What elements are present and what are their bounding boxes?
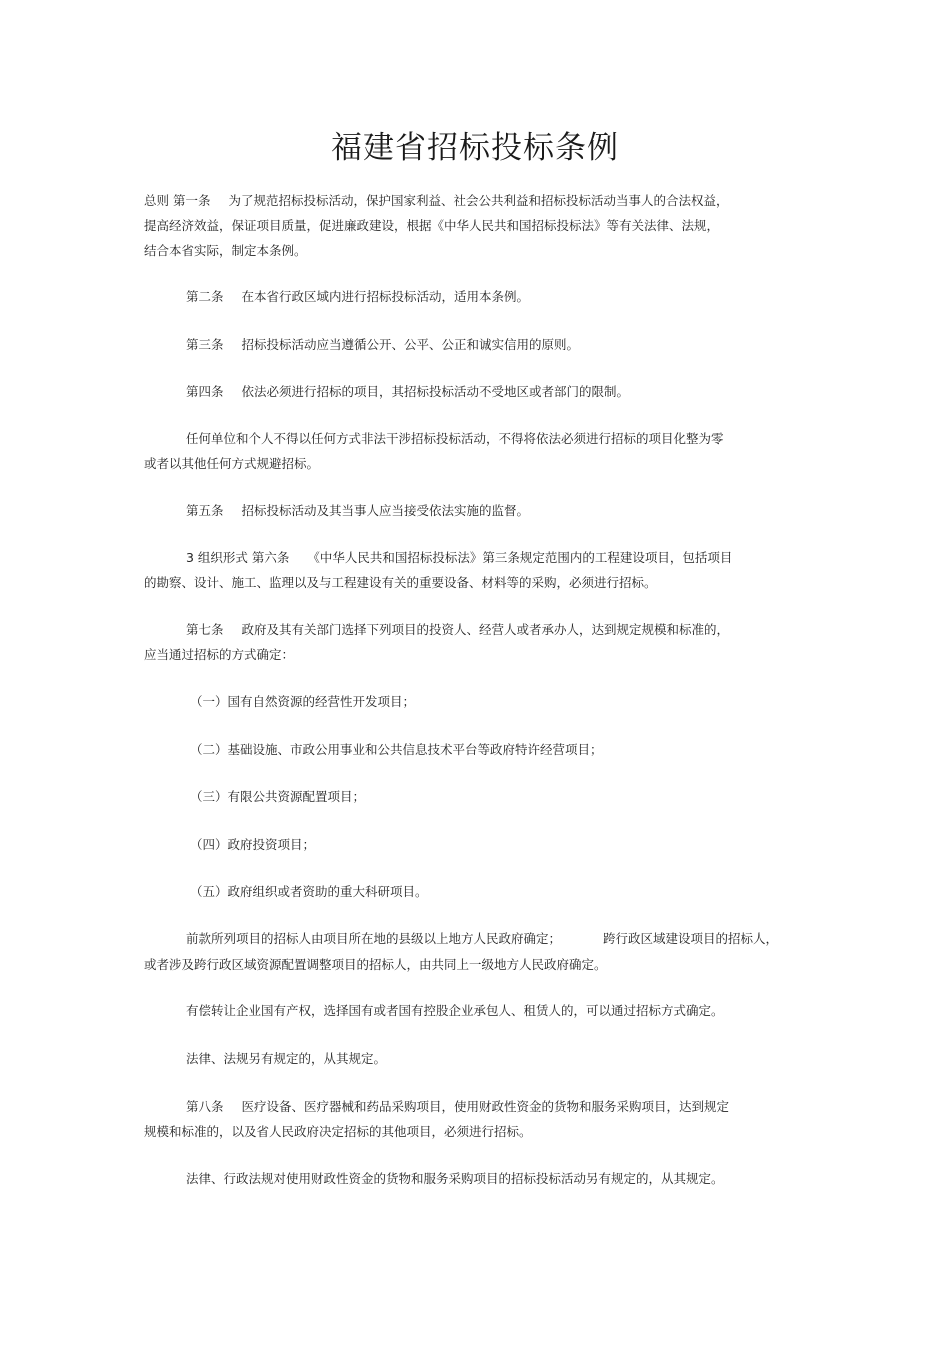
article-5 (186, 503, 529, 519)
list-item: （五）政府组织或者资助的重大科研项目。 (190, 884, 428, 899)
article-1-line-3: 结合本省实际，制定本条例。 (144, 243, 307, 258)
paragraph-c: 法律、法规另有规定的，从其规定。 (186, 1051, 387, 1066)
paragraph-a-text-1: 前款所列项目的招标人由项目所在地的县级以上地方人民政府确定； (186, 931, 562, 946)
article-5-text: 招标投标活动及其当事人应当接受依法实施的监督。 (241, 503, 530, 518)
paragraph-b: 有偿转让企业国有产权，选择国有或者国有控股企业承包人、租赁人的，可以通过招标方式确定。 (186, 1003, 724, 1018)
article-5-heading: 第五条 (186, 503, 224, 518)
article-8-text: 医疗设备、医疗器械和药品采购项目，使用财政性资金的货物和服务采购项目，达到规定 (241, 1099, 730, 1114)
paragraph-a-line-2: 或者涉及跨行政区域资源配置调整项目的招标人，由共同上一级地方人民政府确定。 (144, 957, 607, 972)
article-8-line-1 (186, 1099, 729, 1115)
article-6-line-1 (186, 550, 732, 566)
article-6-heading: 3 组织形式 第六条 (186, 550, 290, 565)
article-4 (186, 384, 629, 400)
list-item: （四）政府投资项目； (190, 837, 316, 852)
article-1-text: 为了规范招标投标活动，保护国家利益、社会公共利益和招标投标活动当事人的合法权益， (228, 193, 729, 208)
article-7-heading: 第七条 (186, 622, 224, 637)
paragraph-d: 法律、行政法规对使用财政性资金的货物和服务采购项目的招标投标活动另有规定的，从其规定。 (186, 1171, 724, 1186)
article-3-text: 招标投标活动应当遵循公开、公平、公正和诚实信用的原则。 (241, 337, 580, 352)
article-7-line-1 (186, 622, 729, 638)
list-item: （一）国有自然资源的经营性开发项目； (190, 694, 416, 709)
paragraph-a-line-1 (186, 931, 778, 947)
article-8-heading: 第八条 (186, 1099, 224, 1114)
list-item: （三）有限公共资源配置项目； (190, 789, 366, 804)
article-4-para-line-2: 或者以其他任何方式规避招标。 (144, 456, 320, 471)
article-2-heading: 第二条 (186, 289, 224, 304)
article-8-line-2: 规模和标准的，以及省人民政府决定招标的其他项目，必须进行招标。 (144, 1124, 532, 1139)
paragraph-a-text-2: 跨行政区域建设项目的招标人， (603, 931, 779, 946)
article-6-text: 《中华人民共和国招标投标法》第三条规定范围内的工程建设项目，包括项目 (307, 550, 733, 565)
article-2-text: 在本省行政区域内进行招标投标活动，适用本条例。 (241, 289, 530, 304)
article-3 (186, 337, 579, 353)
list-item: （二）基础设施、市政公用事业和公共信息技术平台等政府特许经营项目； (190, 742, 603, 757)
article-1-line-2: 提高经济效益，保证项目质量，促进廉政建设，根据《中华人民共和国招标投标法》等有关法律、法规， (144, 218, 720, 233)
article-1-heading: 总则 第一条 (144, 193, 211, 208)
article-4-heading: 第四条 (186, 384, 224, 399)
document-title: 福建省招标投标条例 (331, 130, 619, 166)
article-1-line-1 (144, 193, 729, 209)
article-3-heading: 第三条 (186, 337, 224, 352)
article-7-text: 政府及其有关部门选择下列项目的投资人、经营人或者承办人，达到规定规模和标准的， (241, 622, 730, 637)
article-6-line-2: 的勘察、设计、施工、监理以及与工程建设有关的重要设备、材料等的采购，必须进行招标。 (144, 575, 657, 590)
article-7-line-2: 应当通过招标的方式确定： (144, 647, 295, 662)
article-4-para-line-1: 任何单位和个人不得以任何方式非法干涉招标投标活动，不得将依法必须进行招标的项目化整为零 (186, 431, 724, 446)
article-4-text: 依法必须进行招标的项目，其招标投标活动不受地区或者部门的限制。 (241, 384, 630, 399)
article-2 (186, 289, 529, 305)
